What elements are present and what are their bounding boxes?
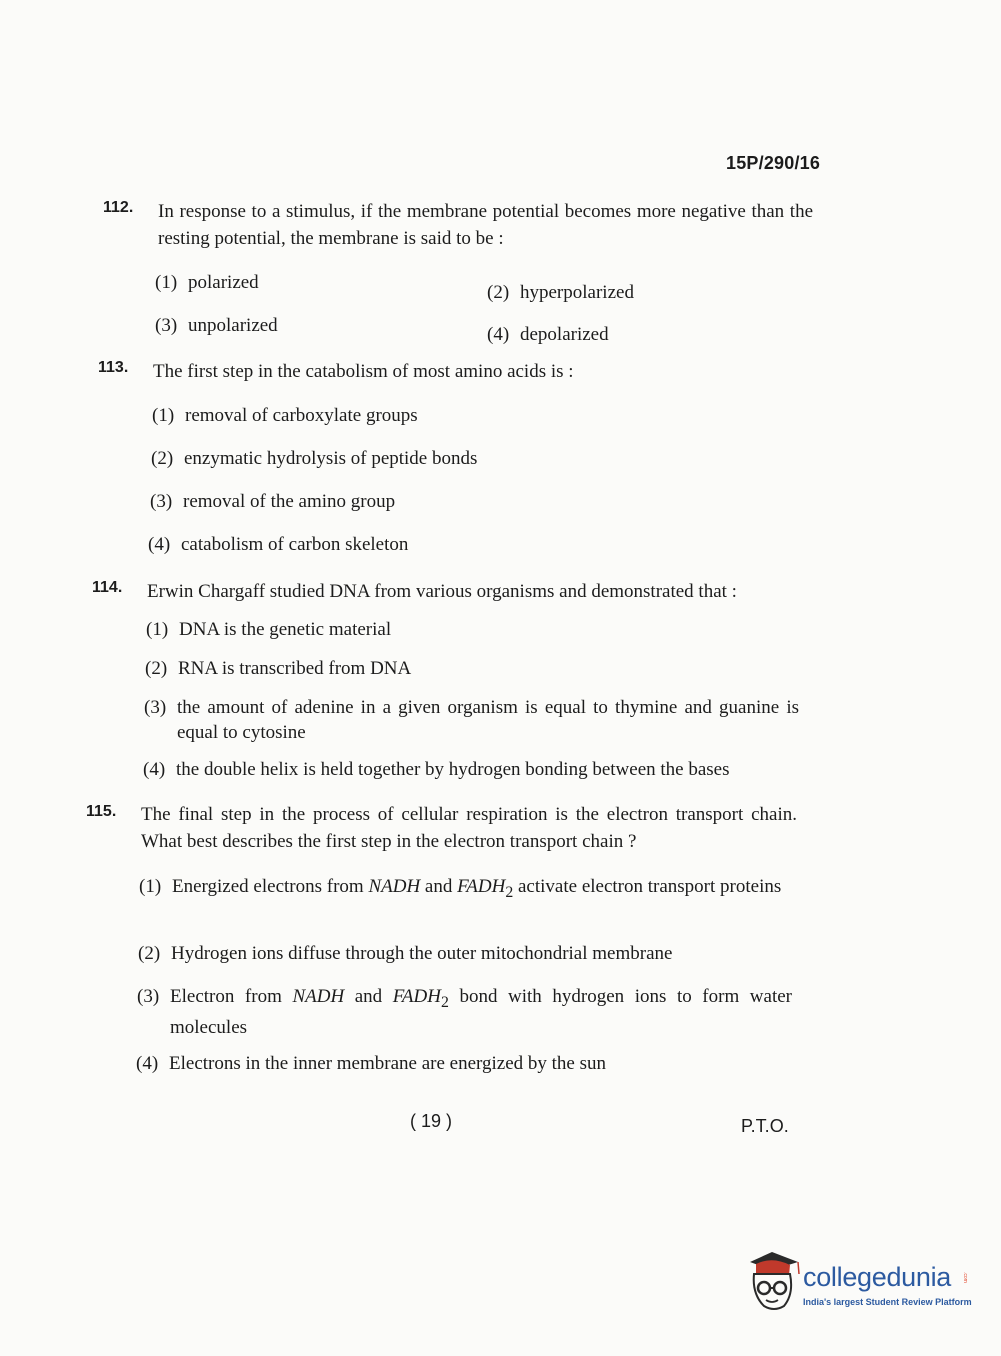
option-text-post: bond with hydrogen ions to form water molecules — [170, 986, 792, 1038]
paper-code: 15P/290/16 — [726, 153, 821, 173]
option-number: (1) — [146, 619, 169, 640]
option — [487, 322, 609, 347]
option-text — [170, 984, 792, 1040]
question-text: The final step in the process of cellular respiration is the electron transport chain. What best describes the first step in the electron transport chain ? — [141, 804, 797, 852]
conjunction: and — [420, 876, 458, 897]
option-number: (1) — [155, 272, 178, 293]
option — [151, 446, 477, 471]
option — [148, 532, 408, 557]
option — [155, 313, 278, 338]
option-number: (3) — [150, 491, 173, 512]
question-text: Erwin Chargaff studied DNA from various organisms and demonstrated that : — [147, 581, 737, 602]
conjunction: and — [344, 986, 393, 1007]
option — [143, 757, 730, 782]
option — [144, 695, 799, 745]
option-number: (2) — [138, 943, 161, 964]
option-text: catabolism of carbon skeleton — [181, 534, 409, 555]
option — [152, 403, 418, 428]
option-text: depolarized — [520, 324, 609, 345]
question-number: 115. — [86, 803, 117, 820]
subscript: 2 — [505, 883, 514, 901]
option-text-pre: Electron from — [170, 986, 293, 1007]
option-text: enzymatic hydrolysis of peptide bonds — [184, 448, 478, 469]
pto-label: P.T.O. — [741, 1116, 789, 1136]
option-text-pre: Energized electrons from — [172, 876, 369, 897]
option-text: removal of carboxylate groups — [185, 405, 418, 426]
option-text: the amount of adenine in a given organism is equal to thymine and guanine is equal to cytosine — [177, 697, 799, 743]
option — [155, 270, 259, 295]
option-text — [172, 874, 794, 905]
option-text: polarized — [188, 272, 259, 293]
option-number: (3) — [137, 986, 160, 1007]
option-number: (4) — [143, 759, 166, 780]
option-number: (2) — [487, 282, 510, 303]
subscript: 2 — [440, 993, 449, 1011]
option-number: (1) — [139, 876, 162, 897]
question-number: 113. — [98, 359, 129, 376]
option-text: RNA is transcribed from DNA — [178, 658, 412, 679]
brand-name: collegedunia — [803, 1262, 952, 1292]
option — [136, 1051, 606, 1076]
option — [139, 874, 794, 905]
option-number: (3) — [155, 315, 178, 336]
collegedunia-logo — [742, 1248, 972, 1318]
option — [138, 941, 672, 966]
option-text: removal of the amino group — [183, 491, 396, 512]
option-number: (4) — [487, 324, 510, 345]
nadh-term: NADH — [368, 876, 421, 897]
option-text: Hydrogen ions diffuse through the outer mitochondrial membrane — [171, 943, 673, 964]
option-number: (4) — [148, 534, 171, 555]
option-text: hyperpolarized — [520, 282, 634, 303]
brand-dotcom: .com — [962, 1272, 968, 1283]
option-text: the double helix is held together by hydrogen bonding between the bases — [176, 759, 730, 780]
option-number: (3) — [144, 697, 167, 718]
option-text-post: activate electron transport proteins — [513, 876, 782, 897]
option — [150, 489, 395, 514]
option-text: unpolarized — [188, 315, 278, 336]
option-text: DNA is the genetic material — [179, 619, 392, 640]
option — [487, 280, 634, 305]
option — [137, 984, 792, 1040]
option — [145, 656, 411, 681]
option-number: (2) — [145, 658, 168, 679]
option — [146, 617, 391, 642]
option-number: (2) — [151, 448, 174, 469]
mascot-icon — [742, 1248, 802, 1318]
nadh-term: NADH — [292, 986, 345, 1007]
option-number: (1) — [152, 405, 175, 426]
option-number: (4) — [136, 1053, 159, 1074]
fadh-term: FADH — [392, 986, 441, 1007]
page-number: ( 19 ) — [410, 1111, 453, 1131]
option-text: Electrons in the inner membrane are energized by the sun — [169, 1053, 607, 1074]
question-text: In response to a stimulus, if the membrane potential becomes more negative than the resting potential, the membrane is said to be : — [158, 201, 813, 249]
fadh-term: FADH — [457, 876, 506, 897]
question-number: 112. — [103, 199, 134, 216]
question-number: 114. — [92, 579, 123, 596]
question-text: The first step in the catabolism of most amino acids is : — [153, 361, 574, 382]
brand-tagline: India's largest Student Review Platform — [803, 1297, 972, 1307]
